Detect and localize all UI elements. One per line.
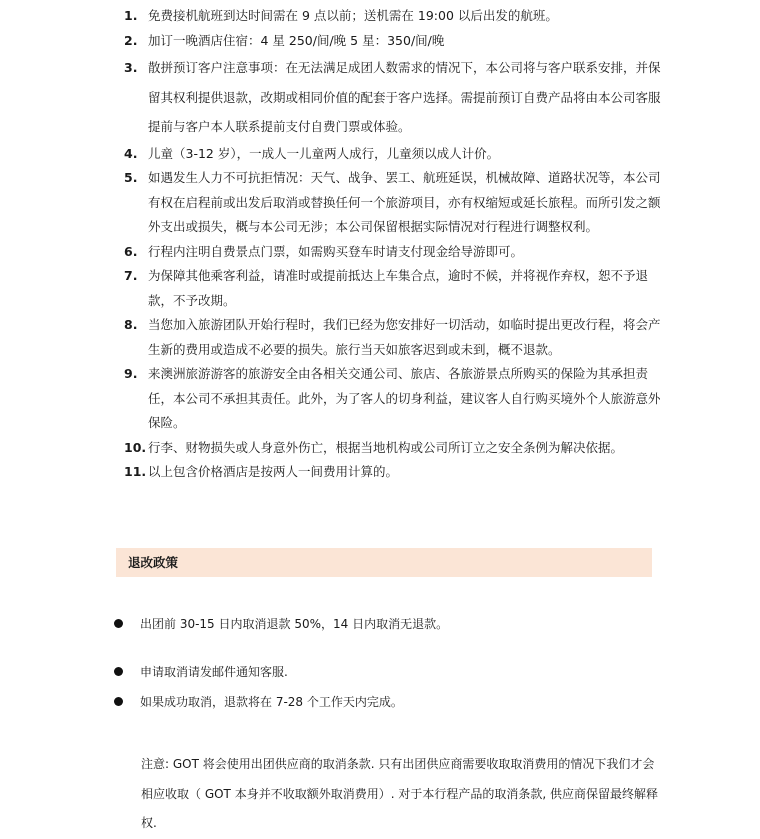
term-item-11 (124, 460, 664, 485)
refund-bullet-text: 申请取消请发邮件通知客服. (140, 665, 288, 679)
term-text: 儿童（3-12 岁），一成人一儿童两人成行，儿童须以成人计价。 (148, 145, 500, 161)
bullet-dot-icon (114, 667, 123, 676)
term-text: 免费接机航班到达时间需在 9 点以前；送机需在 19:00 以后出发的航班。 (148, 8, 558, 23)
refund-policy-heading: 退改政策 (116, 548, 652, 577)
term-text: 散拼预订客户注意事项：在无法满足成团人数需求的情况下，本公司将与客户联系安排，并保留其权利提供退款，改期或相同价值的配套于客户选择。需提前预订自费产品将由本公司客服提前与客户本人联系提前支付自费门票或体验。 (148, 60, 661, 134)
term-number: 11. (124, 464, 147, 479)
bullet-dot-icon (114, 619, 123, 628)
term-number: 4. (124, 145, 138, 161)
cancellation-notice: 注意: GOT 将会使用出团供应商的取消条款. 只有出团供应商需要收取取消费用的情况下我们才会相应收取（ GOT 本身并不收取额外取消费用）. 对于本行程产品的取消条款, 供应商保留最终解释权. (141, 757, 658, 830)
term-item-9 (124, 362, 664, 436)
term-text: 当您加入旅游团队开始行程时，我们已经为您安排好一切活动，如临时提出更改行程，将会产生新的费用或造成不必要的损失。旅行当天如旅客迟到或未到，概不退款。 (148, 317, 661, 357)
term-item-5 (124, 166, 664, 240)
term-item-4 (124, 142, 664, 167)
refund-bullet-item (112, 692, 672, 712)
refund-bullet-item (112, 614, 672, 634)
term-text: 来澳洲旅游游客的旅游安全由各相关交通公司、旅店、各旅游景点所购买的保险为其承担责任，本公司不承担其责任。此外，为了客人的切身利益，建议客人自行购买境外个人旅游意外保险。 (148, 366, 661, 430)
term-text: 加订一晚酒店住宿：4 星 250/间/晚 5 星：350/间/晚 (148, 32, 445, 48)
term-number: 2. (124, 32, 138, 48)
term-item-10 (124, 436, 664, 461)
term-item-8 (124, 313, 664, 362)
term-number: 10. (124, 439, 147, 455)
term-number: 6. (124, 243, 138, 259)
term-number: 1. (124, 8, 138, 23)
term-text: 行程内注明自费景点门票，如需购买登车时请支付现金给导游即可。 (148, 243, 524, 259)
term-text: 行李、财物损失或人身意外伤亡，根据当地机构或公司所订立之安全条例为解决依据。 (148, 439, 624, 455)
term-number: 8. (124, 317, 138, 332)
refund-bullet-text: 如果成功取消，退款将在 7-28 个工作天内完成。 (140, 695, 403, 709)
term-item-1 (124, 4, 664, 29)
refund-bullet-text: 出团前 30-15 日内取消退款 50%，14 日内取消无退款。 (140, 617, 449, 631)
refund-bullet-item (112, 662, 672, 682)
term-text: 以上包含价格酒店是按两人一间费用计算的。 (148, 464, 399, 479)
term-item-2 (124, 29, 664, 54)
term-item-6 (124, 240, 664, 265)
term-item-3 (124, 53, 664, 142)
term-number: 5. (124, 170, 138, 185)
term-number: 7. (124, 268, 138, 283)
term-text: 为保障其他乘客利益，请准时或提前抵达上车集合点，逾时不候，并将视作弃权，恕不予退款，不予改期。 (148, 268, 649, 308)
term-text: 如遇发生人力不可抗拒情况：天气、战争、罢工、航班延误，机械故障、道路状况等，本公司有权在启程前或出发后取消或替换任何一个旅游项目，亦有权缩短或延长旅程。而所引发之额外支出或损失，概与本公司无涉；本公司保留根据实际情况对行程进行调整权利。 (148, 170, 661, 234)
bullet-dot-icon (114, 697, 123, 706)
term-number: 9. (124, 366, 138, 381)
terms-list (124, 4, 664, 485)
term-item-7 (124, 264, 664, 313)
term-number: 3. (124, 60, 138, 75)
